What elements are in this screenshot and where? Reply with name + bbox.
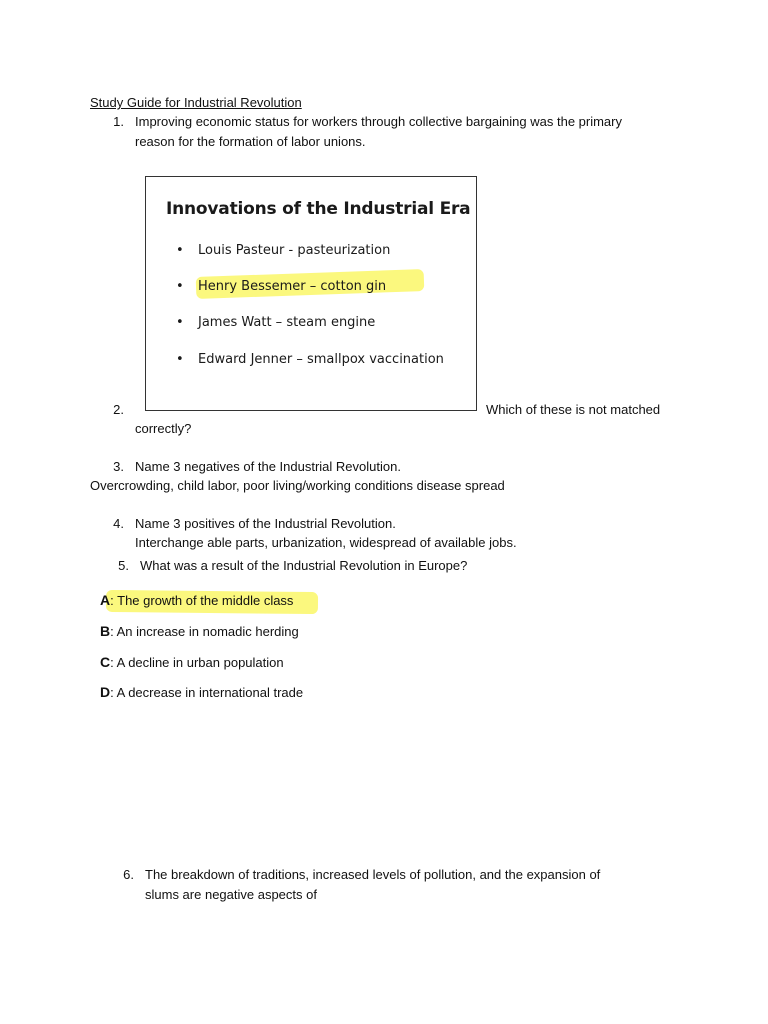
q3-number: 3.	[113, 459, 124, 474]
bullet-icon: •	[176, 243, 184, 258]
q5-number: 5.	[118, 558, 129, 573]
slide-bullet-text: Edward Jenner – smallpox vaccination	[198, 352, 444, 367]
slide-bullet-item	[176, 352, 444, 367]
q4-text: Name 3 positives of the Industrial Revolution.	[135, 516, 396, 531]
q2-line1: Which of these is not matched	[486, 402, 661, 417]
option-letter: C	[100, 654, 111, 670]
bullet-icon: •	[176, 315, 184, 330]
q1-line1: Improving economic status for workers through collective bargaining was the primary	[135, 114, 622, 129]
q6-number: 6.	[123, 867, 134, 882]
option-c: C: A decline in urban population	[100, 654, 284, 670]
innovations-slide-image	[145, 176, 477, 411]
q3-answer: Overcrowding, child labor, poor living/working conditions disease spread	[90, 478, 505, 493]
q6-line2: slums are negative aspects of	[145, 887, 317, 902]
option-d: D: A decrease in international trade	[100, 684, 304, 700]
option-text: An increase in nomadic herding	[116, 624, 299, 639]
slide-title: Innovations of the Industrial Era	[166, 199, 471, 219]
q4-answer: Interchange able parts, urbanization, widespread of available jobs.	[135, 535, 517, 550]
bullet-icon: •	[176, 352, 184, 367]
q3-text: Name 3 negatives of the Industrial Revolution.	[135, 459, 401, 474]
q1-number: 1.	[113, 114, 124, 129]
option-a: A: The growth of the middle class	[100, 592, 294, 608]
slide-bullet-text: Louis Pasteur - pasteurization	[198, 243, 391, 258]
slide-bullet-text: James Watt – steam engine	[198, 315, 376, 330]
slide-bullet-item	[176, 279, 386, 294]
q2-line2: correctly?	[135, 421, 192, 436]
q2-number: 2.	[113, 402, 124, 417]
option-letter: B	[100, 623, 111, 639]
option-text: A decrease in international trade	[116, 685, 304, 700]
slide-bullet-text: Henry Bessemer – cotton gin	[198, 279, 387, 294]
slide-bullet-item	[176, 315, 375, 330]
q5-text: What was a result of the Industrial Revolution in Europe?	[140, 558, 468, 573]
page-title: Study Guide for Industrial Revolution	[90, 95, 302, 110]
option-letter: A	[100, 592, 111, 608]
q6-line1: The breakdown of traditions, increased levels of pollution, and the expansion of	[145, 867, 601, 882]
option-text: A decline in urban population	[116, 655, 284, 670]
slide-bullet-item	[176, 243, 390, 258]
q1-line2: reason for the formation of labor unions.	[135, 134, 366, 149]
option-text: The growth of the middle class	[117, 593, 294, 608]
option-letter: D	[100, 684, 111, 700]
q4-number: 4.	[113, 516, 124, 531]
option-b: B: An increase in nomadic herding	[100, 623, 299, 639]
bullet-icon: •	[176, 279, 184, 294]
